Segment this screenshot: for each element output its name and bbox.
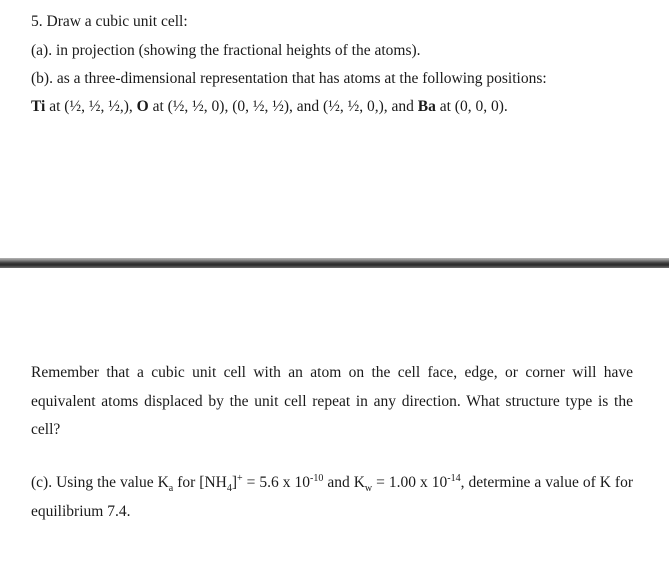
part-a-text: (a). in projection (showing the fractional heights of the atoms). xyxy=(31,42,421,59)
part-c-intro: (c). Using the value K xyxy=(31,474,169,491)
part-c-for: for [NH xyxy=(173,474,227,491)
cubic-cell-note: Remember that a cubic unit cell with an atom on the cell face, edge, or corner will have equivalent atoms displaced by the unit cell repeat in any direction. What structure type is the cell? xyxy=(31,364,633,438)
atom-positions xyxy=(31,97,508,117)
kw-subscript: w xyxy=(364,483,373,495)
part-c-text xyxy=(31,469,633,526)
nh4-subscript: 4 xyxy=(226,483,232,495)
ka-exponent: -10 xyxy=(310,472,324,484)
part-b-text: (b). as a three-dimensional representation that has atoms at the following positions: xyxy=(31,70,547,87)
charge-superscript: + xyxy=(237,472,243,484)
ba-label: Ba xyxy=(417,98,436,115)
ka-value: = 5.6 x 10 xyxy=(242,474,310,491)
ka-subscript: a xyxy=(168,483,174,495)
ti-position: at (½, ½, ½,), xyxy=(45,98,137,115)
section-divider xyxy=(0,258,669,268)
question-title: 5. Draw a cubic unit cell: xyxy=(31,13,188,30)
part-c-and: and K xyxy=(323,474,365,491)
ba-position: at (0, 0, 0). xyxy=(435,98,508,115)
ti-label: Ti xyxy=(31,98,46,115)
o-positions: at (½, ½, 0), (0, ½, ½), and (½, ½, 0,), and xyxy=(148,98,418,115)
o-label: O xyxy=(136,98,149,115)
kw-value: = 1.00 x 10 xyxy=(372,474,448,491)
part-c-ending: , determine a value of K for equilibrium 7.4. xyxy=(31,474,633,520)
kw-exponent: -14 xyxy=(447,472,461,484)
part-c-bracket: ] xyxy=(231,474,238,491)
